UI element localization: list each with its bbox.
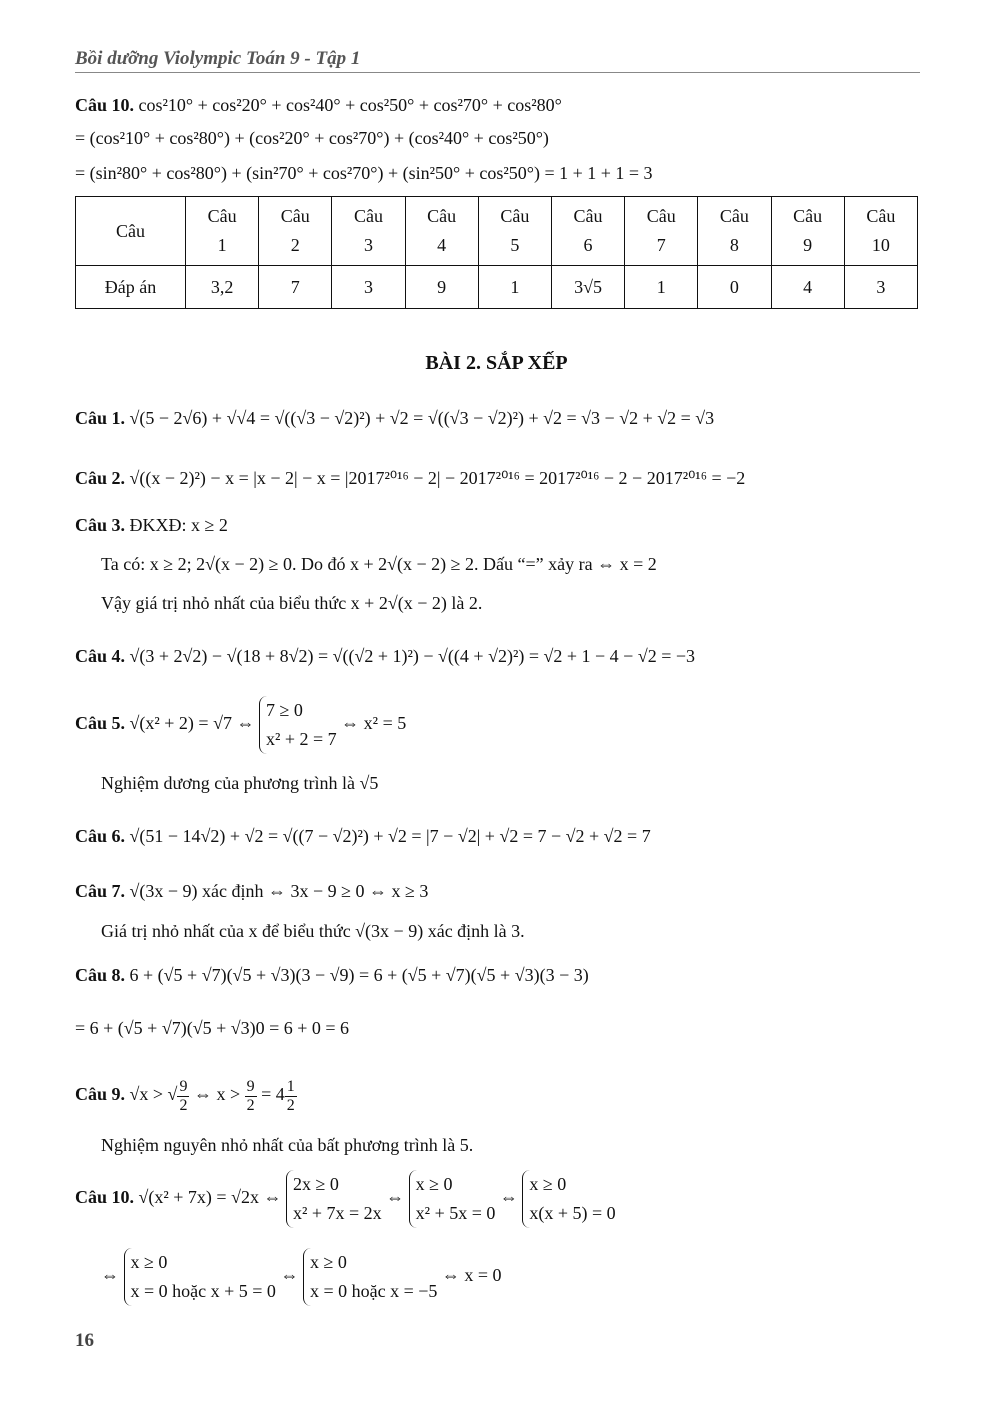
q-prefix: Câu (500, 206, 530, 227)
table-cell-q3 (332, 197, 405, 266)
c2-line (75, 468, 745, 490)
c7-expr: √(3x − 9) xác định ⇔ 3x − 9 ≥ 0 ⇔ x ≥ 3 (129, 881, 429, 901)
sys-line: x² + 5x = 0 (415, 1202, 496, 1223)
c10-system1 (286, 1170, 382, 1228)
frac-num: 1 (286, 1078, 295, 1095)
frac-num: 9 (179, 1078, 188, 1095)
frac-num: 9 (246, 1078, 255, 1095)
answer-cell: 1 (625, 266, 698, 309)
c3-line (75, 515, 228, 537)
answer-cell: 7 (259, 266, 332, 309)
running-header: Bồi dưỡng Violympic Toán 9 - Tập 1 (75, 48, 361, 69)
c5-expr: √(x² + 2) = √7 ⇔ (129, 712, 255, 733)
c7-line (75, 881, 428, 903)
answer-cell: 3√5 (551, 266, 624, 309)
c5-label: Câu 5. (75, 712, 126, 733)
table-header-cell: Đáp án (76, 266, 186, 309)
c9-line (75, 1078, 297, 1114)
c9-fraction2 (245, 1078, 257, 1114)
c9-line2: Nghiệm nguyên nhỏ nhất của bất phương trình là 5. (101, 1135, 474, 1155)
c10-tail: ⇔ x = 0 (441, 1264, 502, 1285)
frac-den: 2 (286, 1096, 295, 1114)
c3-label: Câu 3. (75, 515, 126, 535)
q-number: 8 (729, 235, 739, 255)
c8-line (75, 965, 589, 987)
sys-line: 2x ≥ 0 (292, 1174, 339, 1194)
c5-tail: ⇔ x² = 5 (341, 712, 407, 733)
q-prefix: Câu (280, 206, 310, 227)
answer-cell: 1 (478, 266, 551, 309)
q-prefix: Câu (427, 206, 457, 227)
table-cell-q10 (844, 197, 917, 266)
c7-label: Câu 7. (75, 881, 126, 901)
c8-label: Câu 8. (75, 965, 126, 985)
c10-system3 (522, 1170, 615, 1228)
equiv-symbol: ⇔ (280, 1264, 299, 1285)
q-prefix: Câu (866, 206, 896, 227)
c6-expr: √(51 − 14√2) + √2 = √((7 − √2)²) + √2 = |7 − √2| + √2 = 7 − √2 + √2 = 7 (129, 826, 651, 846)
answer-cell: 3 (332, 266, 405, 309)
table-cell-q2 (259, 197, 332, 266)
c3-line3: Vậy giá trị nhỏ nhất của biểu thức x + 2√(x − 2) là 2. (101, 593, 483, 613)
cau10-line1 (75, 95, 562, 117)
c9-expr-c: = 4 (261, 1084, 285, 1105)
section-title: BÀI 2. SẮP XẾP (425, 352, 568, 374)
c4-line (75, 646, 695, 668)
cau10-line2: = (cos²10° + cos²80°) + (cos²20° + cos²70°) + (cos²40° + cos²50°) (75, 128, 549, 148)
q-prefix: Câu (573, 206, 603, 227)
sys-line: x = 0 hoặc x + 5 = 0 (130, 1280, 276, 1301)
table-row (76, 197, 918, 266)
q-number: 6 (583, 235, 593, 255)
answer-cell: 3 (844, 266, 917, 309)
sys-line: x ≥ 0 (415, 1174, 453, 1194)
cau10-line3: = (sin²80° + cos²80°) + (sin²70° + cos²70°) + (sin²50° + cos²50°) = 1 + 1 + 1 = 3 (75, 163, 653, 183)
c2-expr: √((x − 2)²) − x = |x − 2| − x = |2017²⁰¹⁶ − 2| − 2017²⁰¹⁶ = 2017²⁰¹⁶ − 2 − 2017²⁰¹⁶ = −2 (129, 468, 746, 488)
q-prefix: Câu (353, 206, 383, 227)
q-prefix: Câu (793, 206, 823, 227)
table-cell-q9 (771, 197, 844, 266)
c10-line (75, 1170, 616, 1228)
q-prefix: Câu (207, 206, 237, 227)
c4-expr: √(3 + 2√2) − √(18 + 8√2) = √((√2 + 1)²) − √((4 + √2)²) = √2 + 1 − 4 − √2 = −3 (129, 646, 695, 666)
c9-expr-a: √x > √ (129, 1084, 178, 1105)
c3-line2: Ta có: x ≥ 2; 2√(x − 2) ≥ 0. Do đó x + 2√(x − 2) ≥ 2. Dấu “=” xảy ra ⇔ x = 2 (101, 554, 657, 574)
q-prefix: Câu (719, 206, 749, 227)
q-number: 2 (290, 235, 300, 255)
c6-label: Câu 6. (75, 826, 126, 846)
answer-cell: 4 (771, 266, 844, 309)
c5-line (75, 696, 406, 754)
c10-line2 (101, 1248, 502, 1306)
q-number: 1 (217, 235, 227, 255)
cau10-expr1: cos²10° + cos²20° + cos²40° + cos²50° + cos²70° + cos²80° (138, 95, 562, 115)
q-prefix: Câu (646, 206, 676, 227)
c9-expr-b: ⇔ x > (193, 1084, 241, 1105)
q-number: 9 (803, 235, 813, 255)
c10-label: Câu 10. (75, 1186, 135, 1207)
frac-den: 2 (179, 1096, 188, 1114)
q-number: 3 (363, 235, 373, 255)
table-cell-q5 (478, 197, 551, 266)
sys-line: x(x + 5) = 0 (529, 1202, 616, 1223)
table-cell-q6 (551, 197, 624, 266)
sys-line: x² + 7x = 2x (292, 1202, 382, 1223)
sys-line: x ≥ 0 (130, 1252, 168, 1272)
c9-label: Câu 9. (75, 1084, 126, 1105)
c2-label: Câu 2. (75, 468, 126, 488)
answer-cell: 3,2 (186, 266, 259, 309)
answer-cell: 0 (698, 266, 771, 309)
c4-label: Câu 4. (75, 646, 126, 666)
page-number: 16 (75, 1330, 94, 1351)
table-cell-q1 (186, 197, 259, 266)
c5-sys1: 7 ≥ 0 (265, 700, 303, 720)
q-number: 10 (871, 235, 890, 255)
c8-expr: 6 + (√5 + √7)(√5 + √3)(3 − √9) = 6 + (√5 + √7)(√5 + √3)(3 − 3) (129, 965, 589, 985)
c10-system4 (124, 1248, 276, 1306)
c1-label: Câu 1. (75, 408, 126, 428)
c9-mixed-fraction (285, 1078, 297, 1114)
q-number: 4 (437, 235, 447, 255)
table-cell-q7 (625, 197, 698, 266)
c1-line (75, 408, 714, 430)
c7-line2: Giá trị nhỏ nhất của x để biểu thức √(3x − 9) xác định là 3. (101, 921, 525, 941)
header-rule (75, 72, 920, 73)
table-cell-q4 (405, 197, 478, 266)
c6-line (75, 826, 651, 848)
c10-system5 (303, 1248, 437, 1306)
answer-cell: 9 (405, 266, 478, 309)
sys-line: x ≥ 0 (309, 1252, 347, 1272)
sys-line: x = 0 hoặc x = −5 (309, 1280, 438, 1301)
q-number: 5 (510, 235, 520, 255)
c8-line2: = 6 + (√5 + √7)(√5 + √3)0 = 6 + 0 = 6 (75, 1018, 350, 1038)
c1-expr: √(5 − 2√6) + √√4 = √((√3 − √2)²) + √2 = √((√3 − √2)²) + √2 = √3 − √2 + √2 = √3 (129, 408, 715, 428)
c9-fraction (177, 1078, 189, 1114)
c5-sys2: x² + 2 = 7 (265, 728, 337, 749)
cau10-label: Câu 10. (75, 95, 135, 115)
c5-line2: Nghiệm dương của phương trình là √5 (101, 773, 379, 793)
equiv-symbol: ⇔ (386, 1186, 405, 1207)
frac-den: 2 (246, 1096, 255, 1114)
table-row (76, 266, 918, 309)
c3-expr: ĐKXĐ: x ≥ 2 (129, 515, 228, 535)
q-number: 7 (656, 235, 666, 255)
equiv-symbol: ⇔ (101, 1264, 119, 1285)
c10-expr: √(x² + 7x) = √2x ⇔ (138, 1186, 282, 1207)
equiv-symbol: ⇔ (499, 1186, 518, 1207)
sys-line: x ≥ 0 (529, 1174, 567, 1194)
c5-system (259, 696, 337, 754)
answer-table (75, 196, 918, 309)
table-header-cell: Câu (76, 197, 186, 266)
c10-system2 (409, 1170, 496, 1228)
table-cell-q8 (698, 197, 771, 266)
